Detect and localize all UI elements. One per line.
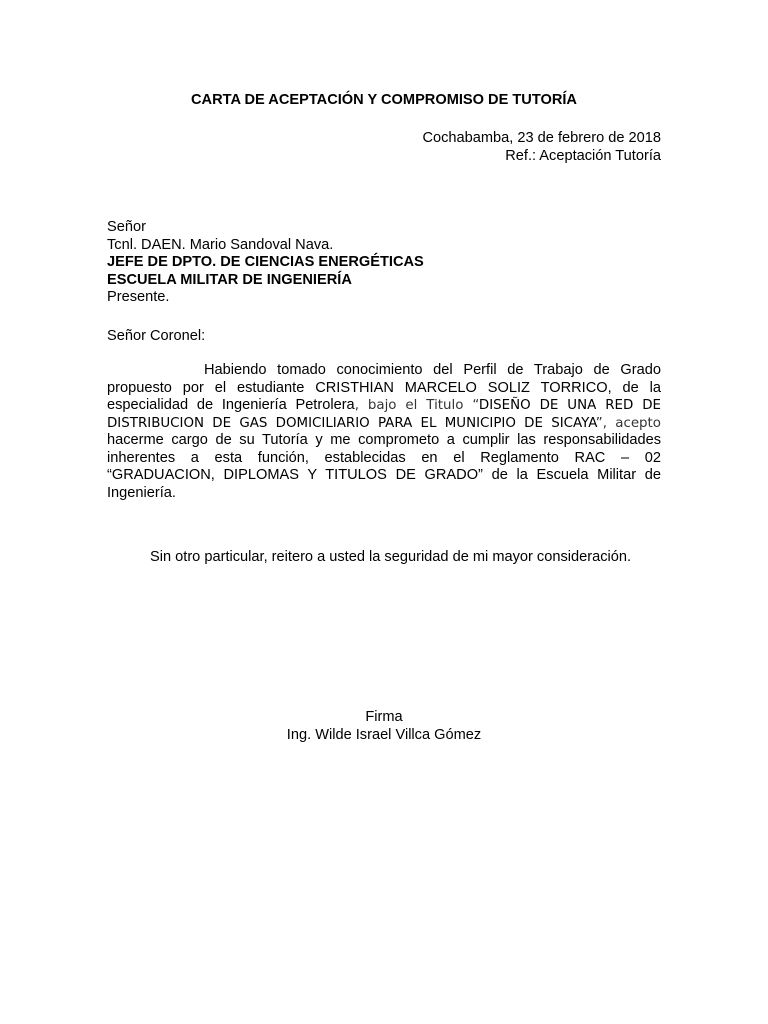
signature-block [0,709,768,744]
thesis-title-part: DISEÑO DE UNA RED DE [478,398,661,413]
body-line: inherentes a esta función, establecidas en el Reglamento RAC – 02 [107,449,661,466]
body-line: Habiendo tomado conocimiento del Perfil de Trabajo de Grado [204,362,661,378]
addressee-institution: ESCUELA MILITAR DE INGENIERÍA [107,271,352,288]
place-date: Cochabamba, 23 de febrero de 2018 [422,130,661,146]
thesis-title-part: DISTRIBUCION DE GAS DOMICILIARIO PARA EL MUNICIPIO DE SICAYA [107,415,596,431]
addressee-position: JEFE DE DPTO. DE CIENCIAS ENERGÉTICAS [107,254,424,270]
body-line: “GRADUACION, DIPLOMAS Y TITULOS DE GRADO” de la Escuela Militar de [107,467,661,483]
salutation: Señor Coronel: [107,328,206,344]
body-line: propuesto por el estudiante CRISTHIAN MARCELO SOLIZ TORRICO, de la [107,379,661,396]
body-paragraph [107,362,661,502]
signature-label: Firma [365,709,403,725]
addressee-greeting: Señor [107,219,146,235]
body-line: especialidad de Ingeniería Petrolera, bajo el Titulo “DISEÑO DE UNA RED DE [107,397,661,413]
addressee-name: Tcnl. DAEN. Mario Sandoval Nava. [107,236,334,253]
letter-title: CARTA DE ACEPTACIÓN Y COMPROMISO DE TUTORÍA [191,92,577,108]
body-line: Ingeniería. [107,484,176,501]
addressee-presente: Presente. [107,289,170,305]
closing-line: Sin otro particular, reitero a usted la seguridad de mi mayor consideración. [150,549,632,565]
body-line: hacerme cargo de su Tutoría y me comprometo a cumplir las responsabilidades [107,432,661,448]
addressee-block [107,219,424,307]
signature-name: Ing. Wilde Israel Villca Gómez [286,726,482,743]
body-line: DISTRIBUCION DE GAS DOMICILIARIO PARA EL MUNICIPIO DE SICAYA”, acepto [107,415,661,431]
date-reference-block [422,130,661,165]
reference-line: Ref.: Aceptación Tutoría [505,147,661,164]
